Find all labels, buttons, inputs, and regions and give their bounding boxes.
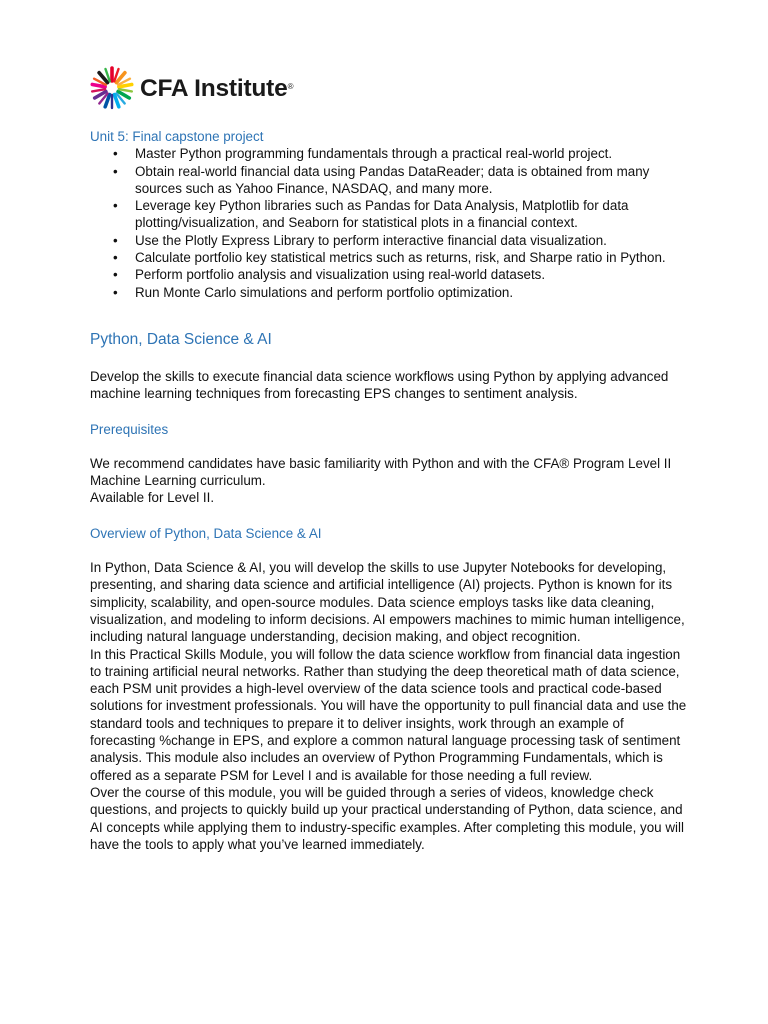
overview-paragraph-3: Over the course of this module, you will be guided through a series of videos, knowledge check questions, and projects to quickly build up your practical understanding of Python, data science, and AI concepts while applying them to industry-specific examples. After completing this module, you will have the tools to apply what you’ve learned immediately. [90, 784, 684, 852]
overview-paragraph-2: In this Practical Skills Module, you will follow the data science workflow from financial data ingestion to training artificial neural networks. Rather than studying the deep theoretical math of data science, each PSM unit provides a high-level overview of the data science tools and practical code-based solutions for investment professionals. You will have the opportunity to pull financial data and use the standard tools and techniques to prepare it to deliver insights, work through an example of forecasting %change in EPS, and explore a common natural language processing task of sentiment analysis. This module also includes an overview of Python Programming Fundamentals, which is offered as a separate PSM for Level I and is available for those needing a full review. [90, 646, 687, 783]
unit5-bullet-list [90, 145, 690, 301]
unit5-heading: Unit 5: Final capstone project [90, 129, 264, 144]
overview-heading: Overview of Python, Data Science & AI [90, 525, 322, 541]
prerequisites-level: Available for Level II. [90, 490, 215, 506]
list-item: • Leverage key Python libraries such as Pandas for Data Analysis, Matplotlib for data plotting/visualization, and Seaborn for statistical plots in a financial context. [90, 197, 690, 232]
module-intro: Develop the skills to execute financial data science workflows using Python by applying advanced machine learning techniques from forecasting EPS changes to sentiment analysis. [90, 368, 669, 402]
prerequisites-heading: Prerequisites [90, 421, 169, 437]
overview-paragraph-1: In Python, Data Science & AI, you will develop the skills to use Jupyter Notebooks for developing, presenting, and sharing data science and artificial intelligence (AI) projects. Python is known for its simplicity, scalability, and open-source modules. Data science employs tasks like data cleaning, visualization, and modeling to inform decisions. AI empowers machines to mimic human intelligence, including natural language understanding, decision making, and object recognition. [90, 560, 685, 645]
module-title: Python, Data Science & AI [90, 330, 272, 348]
list-item: • Calculate portfolio key statistical metrics such as returns, risk, and Sharpe ratio in Python. [90, 249, 690, 266]
logo-text: CFA Institute® [140, 75, 294, 102]
list-item: • Perform portfolio analysis and visualization using real-world datasets. [90, 266, 690, 283]
cfa-starburst-icon [90, 66, 134, 110]
list-item: • Master Python programming fundamentals through a practical real-world project. [90, 145, 690, 162]
cfa-logo [90, 66, 293, 110]
document-content [90, 128, 690, 853]
list-item: • Run Monte Carlo simulations and perform portfolio optimization. [90, 284, 690, 301]
prerequisites-text: We recommend candidates have basic familiarity with Python and with the CFA® Program Level II Machine Learning curriculum. [90, 455, 672, 489]
list-item: • Obtain real-world financial data using Pandas DataReader; data is obtained from many sources such as Yahoo Finance, NASDAQ, and many more. [90, 163, 690, 198]
list-item: • Use the Plotly Express Library to perform interactive financial data visualization. [90, 232, 690, 249]
registered-mark: ® [287, 82, 294, 91]
